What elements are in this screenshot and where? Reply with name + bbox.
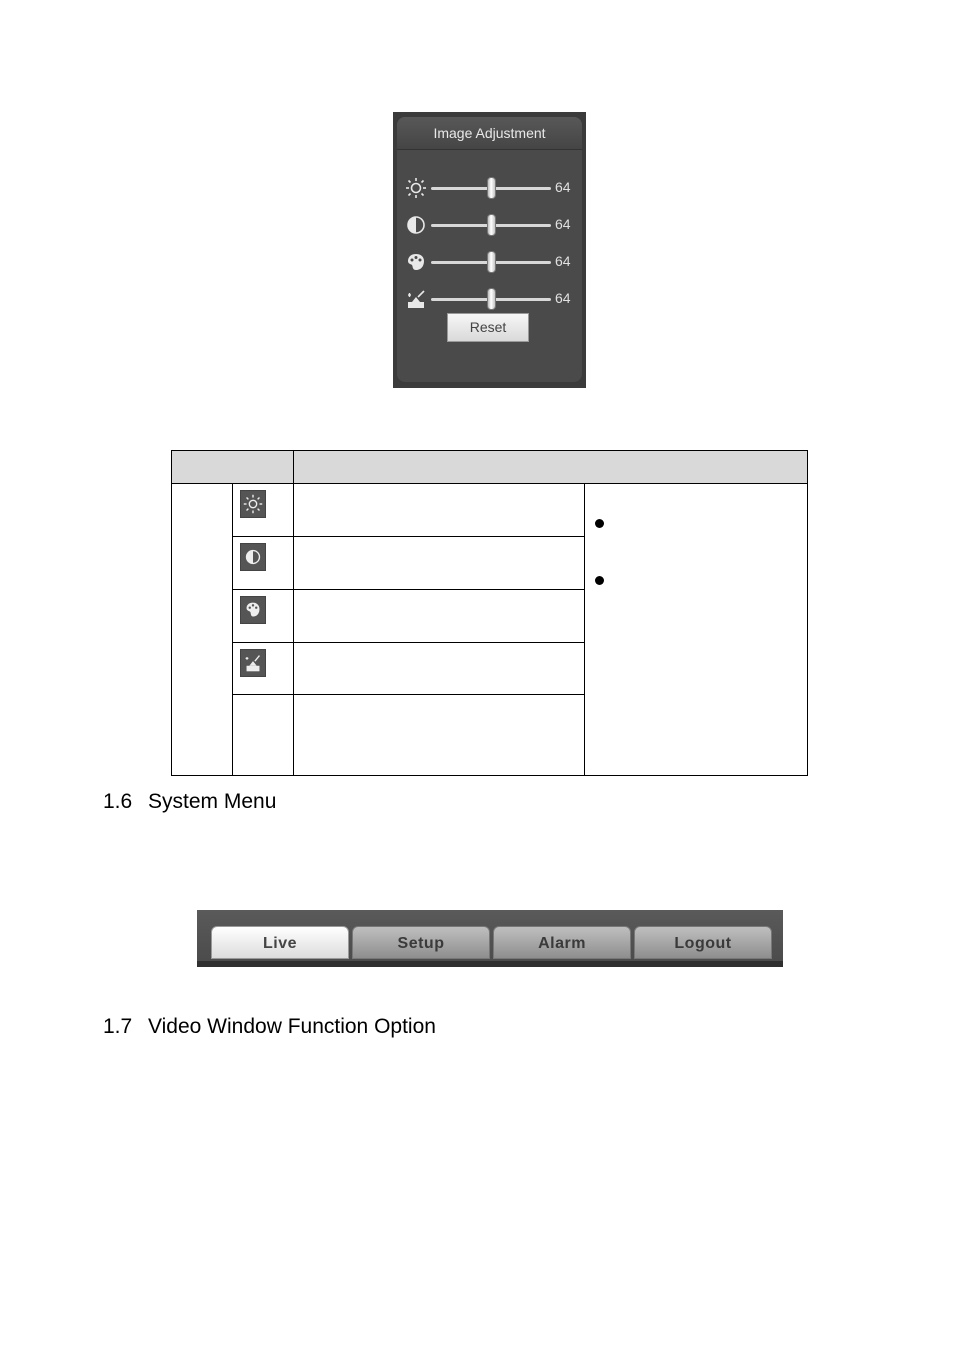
section-title: Video Window Function Option <box>148 1015 436 1038</box>
contrast-slider-thumb[interactable] <box>487 214 496 236</box>
sharpness-icon <box>405 288 427 310</box>
table-row <box>232 483 294 537</box>
image-adjustment-table <box>171 450 808 776</box>
bullet-point <box>595 576 604 585</box>
table-note-cell <box>584 483 808 776</box>
contrast-row <box>397 213 582 237</box>
brightness-value: 64 <box>555 179 571 195</box>
section-heading-video-window <box>103 1015 436 1039</box>
section-number: 1.7 <box>103 1015 133 1038</box>
bullet-point <box>595 519 604 528</box>
menu-live-button[interactable]: Live <box>211 926 349 959</box>
table-description-cell <box>293 694 585 776</box>
saturation-value: 64 <box>555 253 571 269</box>
table-header-cell-2 <box>293 450 808 484</box>
table-row <box>232 694 294 776</box>
brightness-slider-thumb[interactable] <box>487 177 496 199</box>
menu-logout-button[interactable]: Logout <box>634 926 772 959</box>
table-description-cell <box>293 536 585 590</box>
table-row <box>232 642 294 695</box>
contrast-icon <box>240 543 266 571</box>
sharpness-value: 64 <box>555 290 571 306</box>
reset-button[interactable]: Reset <box>447 313 529 342</box>
section-number: 1.6 <box>103 790 133 813</box>
image-adjustment-body <box>397 117 582 382</box>
image-adjustment-panel <box>393 112 586 388</box>
brightness-icon <box>240 490 266 518</box>
image-adjustment-title: Image Adjustment <box>397 117 582 150</box>
sharpness-icon <box>240 649 266 677</box>
contrast-icon <box>405 214 427 236</box>
saturation-icon <box>405 251 427 273</box>
menu-alarm-button[interactable]: Alarm <box>493 926 631 959</box>
table-row <box>232 536 294 590</box>
sharpness-row <box>397 287 582 311</box>
table-row <box>232 589 294 643</box>
brightness-icon <box>405 177 427 199</box>
table-label-column <box>171 483 233 776</box>
menu-bar-bottom-strip <box>197 961 783 967</box>
table-description-cell <box>293 589 585 643</box>
table-header-cell-1 <box>171 450 294 484</box>
sharpness-slider-thumb[interactable] <box>487 288 496 310</box>
saturation-slider-thumb[interactable] <box>487 251 496 273</box>
table-description-cell <box>293 642 585 695</box>
brightness-row <box>397 176 582 200</box>
table-description-cell <box>293 483 585 537</box>
saturation-row <box>397 250 582 274</box>
system-menu-bar <box>197 910 783 967</box>
section-heading-system-menu <box>103 790 276 814</box>
section-title: System Menu <box>148 790 277 813</box>
menu-setup-button[interactable]: Setup <box>352 926 490 959</box>
contrast-value: 64 <box>555 216 571 232</box>
saturation-icon <box>240 596 266 624</box>
